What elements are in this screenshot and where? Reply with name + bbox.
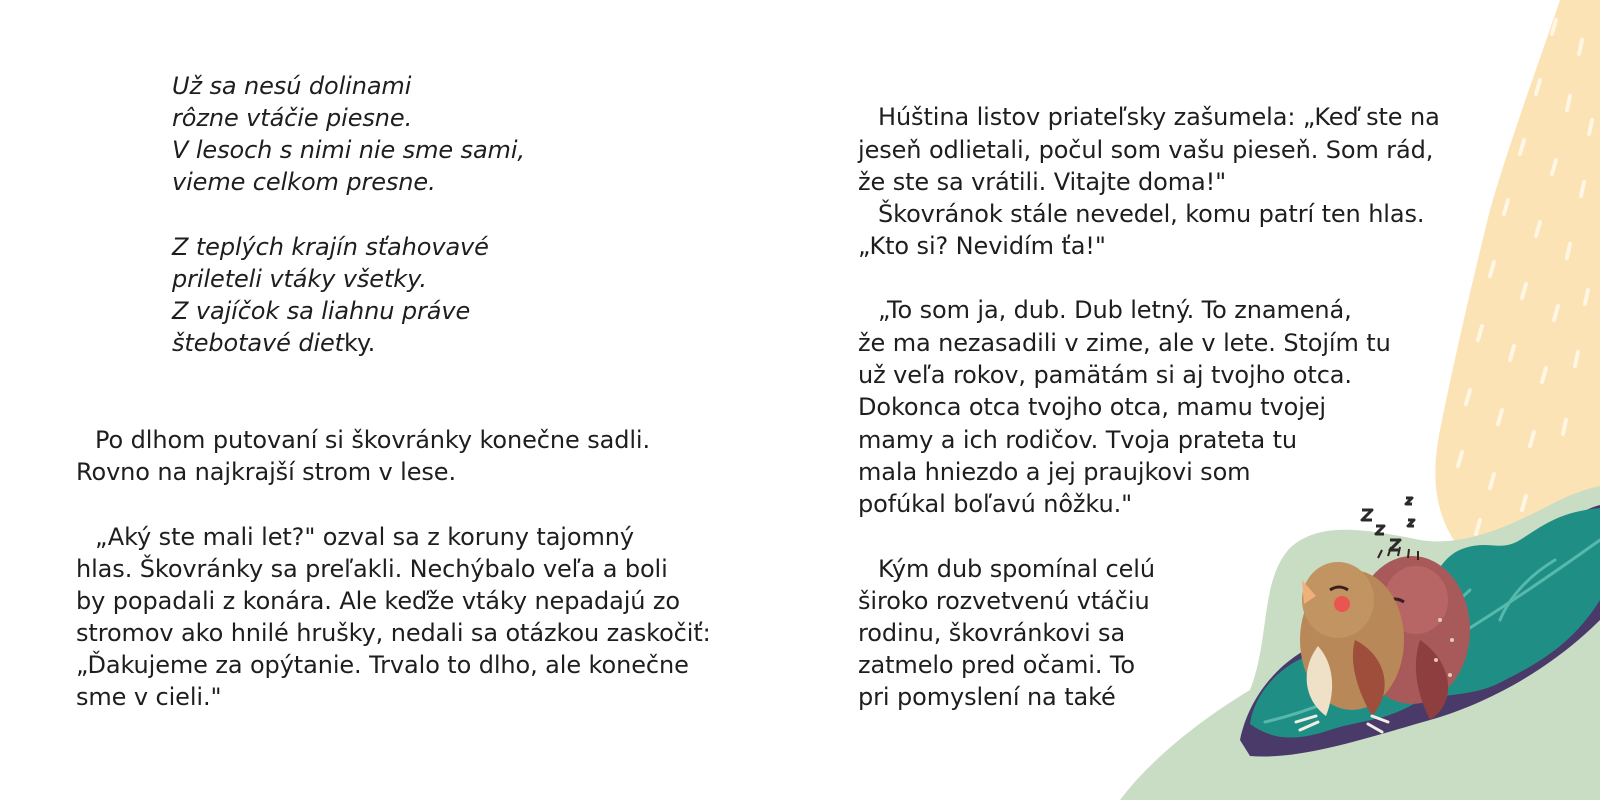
poem-line: V lesoch s nimi nie sme sami, (172, 136, 525, 164)
text-line: „Aký ste mali let?" ozval sa z koruny tajomný (95, 523, 634, 551)
text-line: sme v cieli." (76, 683, 222, 711)
text-line: že ma nezasadili v zime, ale v lete. Stojím tu (858, 329, 1391, 357)
right-page (800, 0, 1600, 800)
poem-line-upright: ky. (344, 329, 376, 357)
text-line: stromov ako hnilé hrušky, nedali sa otázkou zaskočiť: (76, 619, 711, 647)
text-line: Po dlhom putovaní si škovránky konečne sadli. (95, 426, 651, 454)
text-line: pri pomyslení na také (858, 683, 1116, 711)
poem-line: Z vajíčok sa liahnu práve (172, 297, 471, 325)
text-line: „To som ja, dub. Dub letný. To znamená, (878, 296, 1352, 324)
text-line: že ste sa vrátili. Vitajte doma!" (858, 168, 1227, 196)
text-line: hlas. Škovránky sa preľakli. Nechýbalo veľa a boli (76, 555, 668, 583)
text-line: „Kto si? Nevidím ťa!" (858, 232, 1106, 260)
text-line: „Ďakujeme za opýtanie. Trvalo to dlho, ale konečne (76, 651, 689, 679)
poem-line: Z teplých krajín sťahovavé (172, 233, 489, 261)
text-line: zatmelo pred očami. To (858, 651, 1135, 679)
text-line: Kým dub spomínal celú (878, 555, 1155, 583)
poem-line-italic: štebotavé diet (172, 329, 344, 357)
text-line: mala hniezdo a jej praujkovi som (858, 458, 1251, 486)
text-line: Škovránok stále nevedel, komu patrí ten hlas. (878, 200, 1425, 228)
text-line: Dokonca otca tvojho otca, mamu tvojej (858, 393, 1327, 421)
poem-line: Už sa nesú dolinami (172, 72, 412, 100)
text-line: pofúkal boľavú nôžku." (858, 490, 1133, 518)
text-line: jeseň odlietali, počul som vašu pieseň. Som rád, (858, 136, 1434, 164)
text-line: už veľa rokov, pamätám si aj tvojho otca. (858, 361, 1352, 389)
poem-line: prileteli vtáky všetky. (172, 265, 427, 293)
poem-line: vieme celkom presne. (172, 168, 436, 196)
text-line: Húština listov priateľsky zašumela: „Keď ste na (878, 103, 1440, 131)
text-line: Rovno na najkrajší strom v lese. (76, 458, 456, 486)
text-line: by popadali z konára. Ale keďže vtáky nepadajú zo (76, 587, 680, 615)
text-line: široko rozvetvenú vtáčiu (858, 587, 1150, 615)
text-line: mamy a ich rodičov. Tvoja prateta tu (858, 426, 1298, 454)
poem-line: rôzne vtáčie piesne. (172, 104, 413, 132)
text-line: rodinu, škovránkovi sa (858, 619, 1126, 647)
